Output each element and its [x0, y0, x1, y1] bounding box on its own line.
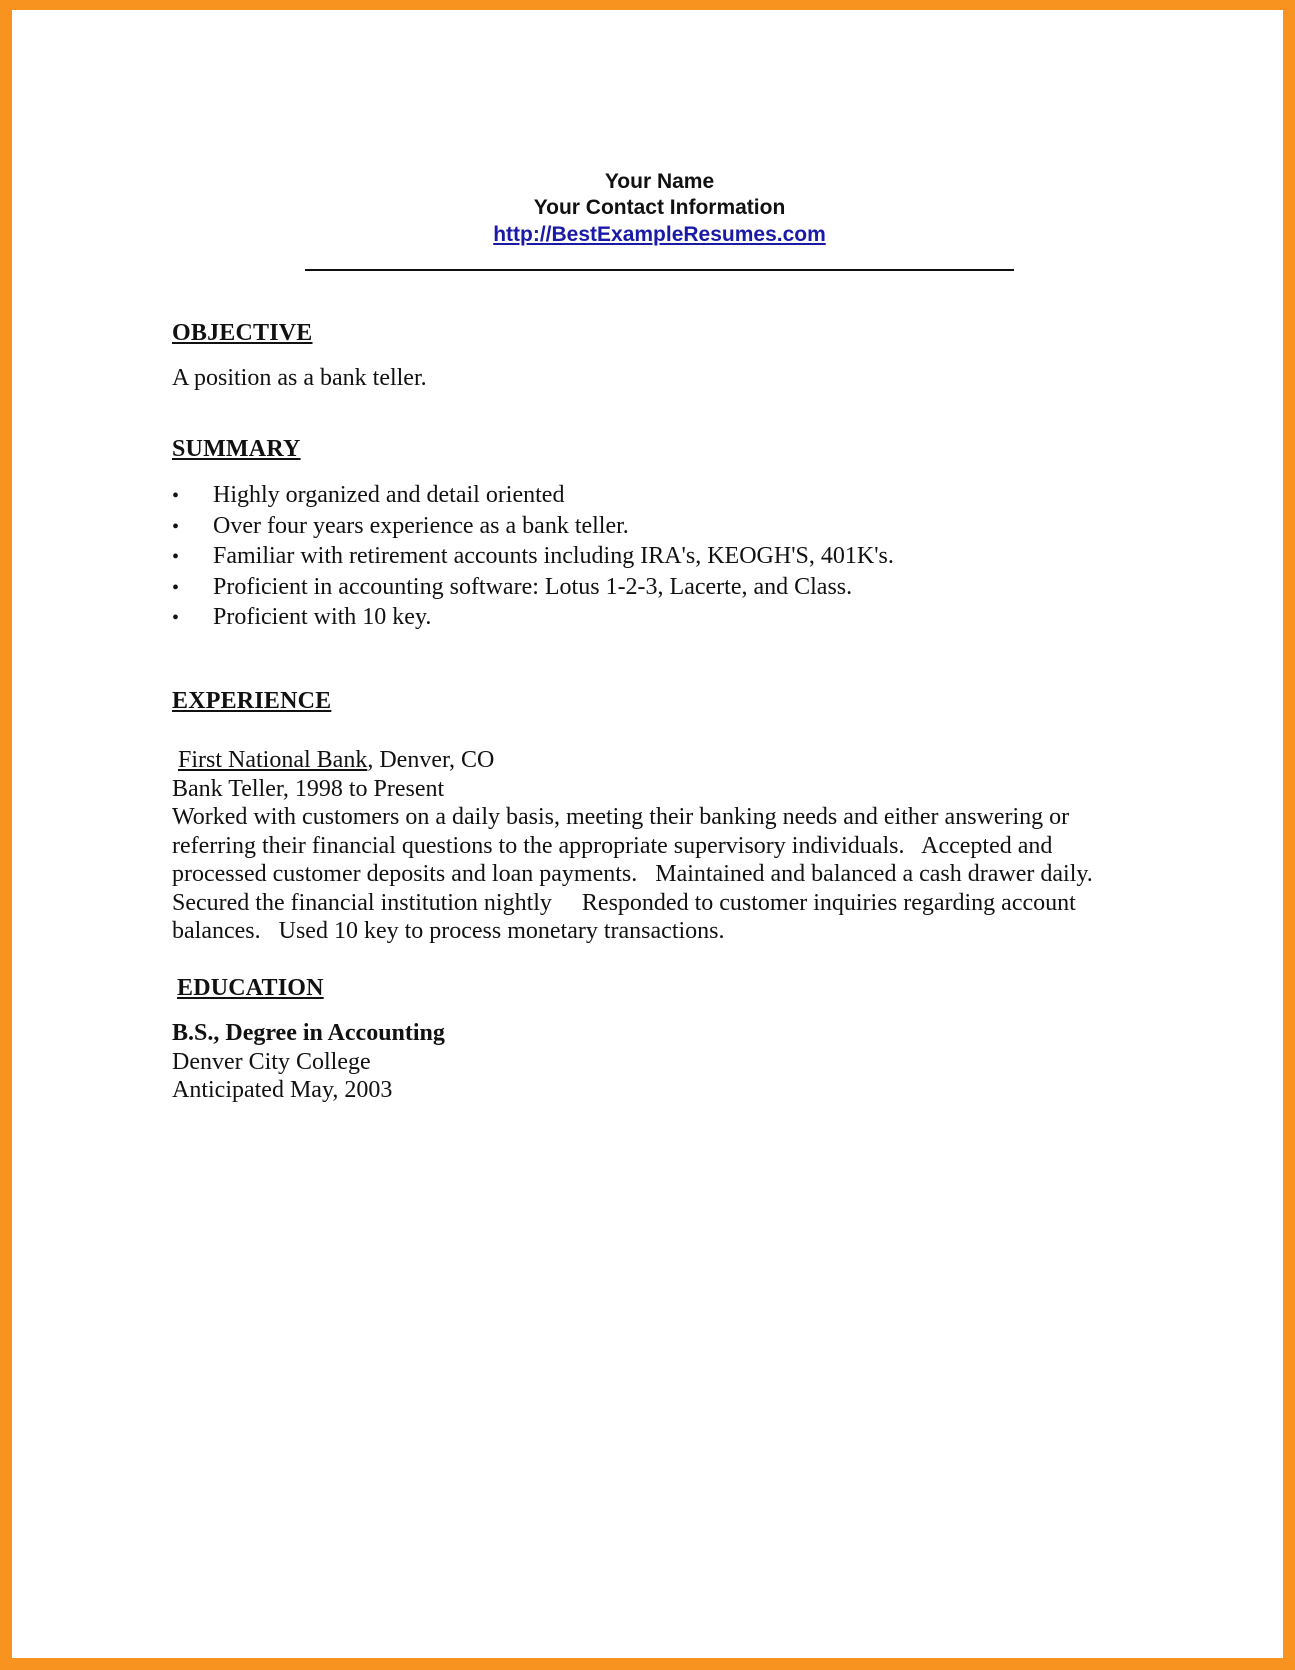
summary-item-text: Proficient with 10 key. — [213, 604, 432, 630]
job-role: Bank Teller, 1998 to Present — [172, 775, 445, 802]
summary-item — [172, 602, 894, 633]
bullet-icon: • — [172, 515, 180, 538]
degree: B.S., Degree in Accounting — [172, 1020, 445, 1046]
website-link-row — [12, 223, 1295, 247]
bullet-icon: • — [172, 576, 180, 599]
job-description-line: processed customer deposits and loan payments. Maintained and balanced a cash drawer daily. — [172, 861, 1093, 887]
employer-name: First National Bank — [178, 747, 368, 773]
website-link[interactable]: http://BestExampleResumes.com — [493, 223, 826, 246]
job-description-line: referring their financial questions to the appropriate supervisory individuals. Accepted and — [172, 832, 1053, 859]
experience-entry — [172, 746, 1093, 946]
employer-location: , Denver, CO — [367, 747, 495, 773]
summary-item — [172, 480, 894, 511]
objective-text: A position as a bank teller. — [172, 365, 427, 391]
job-description-line: balances. Used 10 key to process monetary transactions. — [172, 918, 725, 944]
contact-information: Your Contact Information — [533, 196, 786, 219]
employer-line — [172, 746, 1093, 775]
bullet-icon: • — [172, 546, 180, 568]
summary-heading: SUMMARY — [172, 436, 301, 462]
school-name: Denver City College — [172, 1048, 371, 1075]
summary-item — [172, 541, 894, 572]
education-entry — [172, 1019, 445, 1105]
summary-item — [172, 511, 894, 542]
summary-item-text: Proficient in accounting software: Lotus 1-2-3, Lacerte, and Class. — [213, 573, 853, 600]
bullet-icon: • — [172, 485, 180, 507]
bullet-icon: • — [172, 607, 180, 629]
experience-heading: EXPERIENCE — [172, 688, 332, 714]
summary-item-text: Familiar with retirement accounts including IRA's, KEOGH'S, 401K's. — [213, 543, 894, 569]
summary-list — [172, 480, 894, 633]
education-heading: EDUCATION — [177, 975, 324, 1001]
objective-heading: OBJECTIVE — [172, 320, 313, 346]
header-divider — [305, 269, 1014, 271]
resume-name: Your Name — [604, 170, 715, 193]
summary-item-text: Over four years experience as a bank teller. — [213, 512, 629, 539]
summary-item-text: Highly organized and detail oriented — [213, 482, 565, 508]
summary-item — [172, 572, 894, 603]
graduation-date: Anticipated May, 2003 — [172, 1077, 393, 1103]
job-description-line: Worked with customers on a daily basis, meeting their banking needs and either answering or — [172, 804, 1070, 830]
job-description-line: Secured the financial institution nightly Responded to customer inquiries regarding account — [172, 889, 1076, 916]
